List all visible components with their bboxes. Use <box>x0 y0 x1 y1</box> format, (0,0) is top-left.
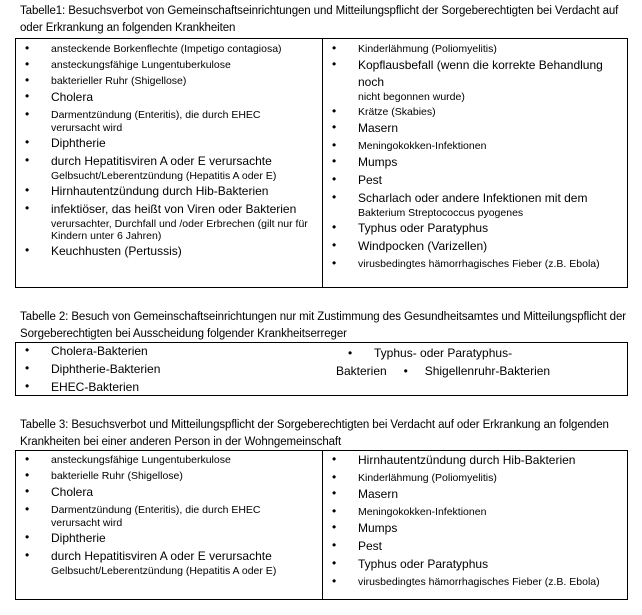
table3 <box>15 450 628 600</box>
list-item <box>16 183 322 200</box>
list-item-text: Keuchhusten (Pertussis) <box>51 244 182 258</box>
list-item-text: Cholera <box>51 485 94 499</box>
list-item-text: Typhus oder Paratyphus <box>358 221 489 235</box>
list-item <box>16 468 322 483</box>
list-item-subtext: verursacht wird <box>51 517 123 529</box>
list-item-text: Darmentzündung (Enteritis), die durch EHEC <box>51 109 261 121</box>
list-item <box>16 243 322 260</box>
list-item <box>16 201 322 242</box>
table2-caption: Tabelle 2: Besuch von Gemeinschaftseinrichtungen nur mit Zustimmung des Gesundheitsamtes und Mitteilungspflicht der Sorgeberechtigten bei Ausscheidung folgender Krankheitserreger <box>20 311 626 340</box>
list-item-text: EHEC-Bakterien <box>51 380 140 394</box>
list-item-text: Darmentzündung (Enteritis), die durch EHEC <box>51 504 261 516</box>
list-item <box>16 135 322 152</box>
list-item <box>16 502 322 529</box>
list-item-text: Cholera-Bakterien <box>51 344 148 358</box>
table3-left-column <box>16 451 323 599</box>
list-item-text: durch Hepatitisviren A oder E verursachte <box>51 549 272 563</box>
list-item <box>16 343 323 360</box>
list-item <box>323 104 627 119</box>
list-item-text: Kinderlähmung (Poliomyelitis) <box>358 472 497 484</box>
list-item-subtext: Gelbsucht/Leberentzündung (Hepatitis A oder E) <box>51 170 277 182</box>
list-item <box>323 504 627 519</box>
list-item <box>323 172 627 189</box>
list-item-text: bakterieller Ruhr (Shigellose) <box>51 75 187 87</box>
list-item <box>323 190 627 219</box>
list-item <box>323 470 627 485</box>
list-item-subtext: verursachter, Durchfall und /oder Erbrechen (gilt nur für Kindern unter 6 Jahren) <box>51 218 308 242</box>
bullet-icon: • <box>403 364 408 378</box>
list-item-text: Mumps <box>358 155 398 169</box>
list-item <box>16 107 322 134</box>
list-item <box>323 538 627 555</box>
table2-right-column <box>334 343 627 395</box>
list-item-text: Cholera <box>51 90 94 104</box>
list-item-text: Diphtherie-Bakterien <box>51 362 161 376</box>
list-item <box>16 452 322 467</box>
list-item-text: virusbedingtes hämorrhagisches Fieber (z.B. Ebola) <box>358 258 600 270</box>
table1-left-column <box>16 39 323 287</box>
list-item-text: ansteckungsfähige Lungentuberkulose <box>51 59 231 71</box>
list-item-text: infektiöser, das heißt von Viren oder Bakterien <box>51 202 297 216</box>
list-item <box>16 361 323 378</box>
list-item <box>16 89 322 106</box>
list-item-text: Meningokokken-Infektionen <box>358 140 487 152</box>
bullet-icon: • <box>348 346 353 360</box>
list-item <box>16 548 322 577</box>
list-item <box>323 120 627 137</box>
list-item-text: ansteckende Borkenflechte (Impetigo contagiosa) <box>51 43 282 55</box>
list-item-text: Pest <box>358 539 383 553</box>
list-item <box>16 73 322 88</box>
table3-caption: Tabelle 3: Besuchsverbot und Mitteilungspflicht der Sorgeberechtigten bei Verdacht auf oder Erkrankung an folgenden Krankheiten bei einer anderen Person in der Wohngemeinschaft <box>20 419 609 448</box>
table1-right-column <box>323 39 627 287</box>
list-item-text: Typhus oder Paratyphus <box>358 557 489 571</box>
list-item-text: Pest <box>358 173 383 187</box>
table2-right-item-1: • Typhus- oder Paratyphus- <box>348 346 513 360</box>
list-item-text: virusbedingtes hämorrhagisches Fieber (z.B. Ebola) <box>358 576 600 588</box>
list-item-text: Windpocken (Varizellen) <box>358 239 488 253</box>
list-item-text: Masern <box>358 487 399 501</box>
list-item-subtext: Bakterium Streptococcus pyogenes <box>358 207 524 219</box>
list-item <box>16 484 322 501</box>
table1-caption: Tabelle1: Besuchsverbot von Gemeinschaftseinrichtungen und Mitteilungspflicht der Sorgeberechtigten bei Verdacht auf oder Erkrankung an folgenden Krankheiten <box>20 5 619 34</box>
list-item-text: Kinderlähmung (Poliomyelitis) <box>358 43 497 55</box>
list-item-text: Meningokokken-Infektionen <box>358 506 487 518</box>
list-item <box>16 379 323 396</box>
list-item-text: Diphtherie <box>51 531 106 545</box>
list-item <box>323 256 627 271</box>
list-item <box>16 153 322 182</box>
list-item-text: Hirnhautentzündung durch Hib-Bakterien <box>358 453 576 467</box>
list-item <box>323 154 627 171</box>
list-item <box>323 452 627 469</box>
list-item-text: durch Hepatitisviren A oder E verursachte <box>51 154 272 168</box>
list-item-subtext: Gelbsucht/Leberentzündung (Hepatitis A oder E) <box>51 565 277 577</box>
table2-right-item-2: Bakterien • Shigellenruhr-Bakterien <box>336 364 551 378</box>
list-item-text: Kopflausbefall (wenn die korrekte Behandlung noch <box>358 58 603 89</box>
list-item-text: Scharlach oder andere Infektionen mit dem <box>358 191 588 205</box>
list-item <box>323 41 627 56</box>
list-item <box>323 220 627 237</box>
list-item <box>323 556 627 573</box>
list-item-text: Krätze (Skabies) <box>358 106 436 118</box>
list-item <box>16 41 322 56</box>
list-item <box>323 486 627 503</box>
table2-left-column <box>16 343 323 395</box>
list-item-text: Masern <box>358 121 399 135</box>
list-item-subtext: verursacht wird <box>51 122 123 134</box>
list-item <box>323 574 627 589</box>
list-item-text: Hirnhautentzündung durch Hib-Bakterien <box>51 184 269 198</box>
table3-right-column <box>323 451 627 599</box>
list-item <box>323 138 627 153</box>
list-item-text: bakterielle Ruhr (Shigellose) <box>51 470 183 482</box>
list-item <box>323 57 627 103</box>
list-item-text: Diphtherie <box>51 136 106 150</box>
table1 <box>15 38 628 288</box>
list-item-text: Mumps <box>358 521 398 535</box>
list-item-text: ansteckungsfähige Lungentuberkulose <box>51 454 231 466</box>
list-item <box>323 238 627 255</box>
list-item-subtext: nicht begonnen wurde) <box>358 91 465 103</box>
list-item <box>16 57 322 72</box>
table2 <box>15 342 628 396</box>
list-item <box>16 530 322 547</box>
list-item <box>323 520 627 537</box>
